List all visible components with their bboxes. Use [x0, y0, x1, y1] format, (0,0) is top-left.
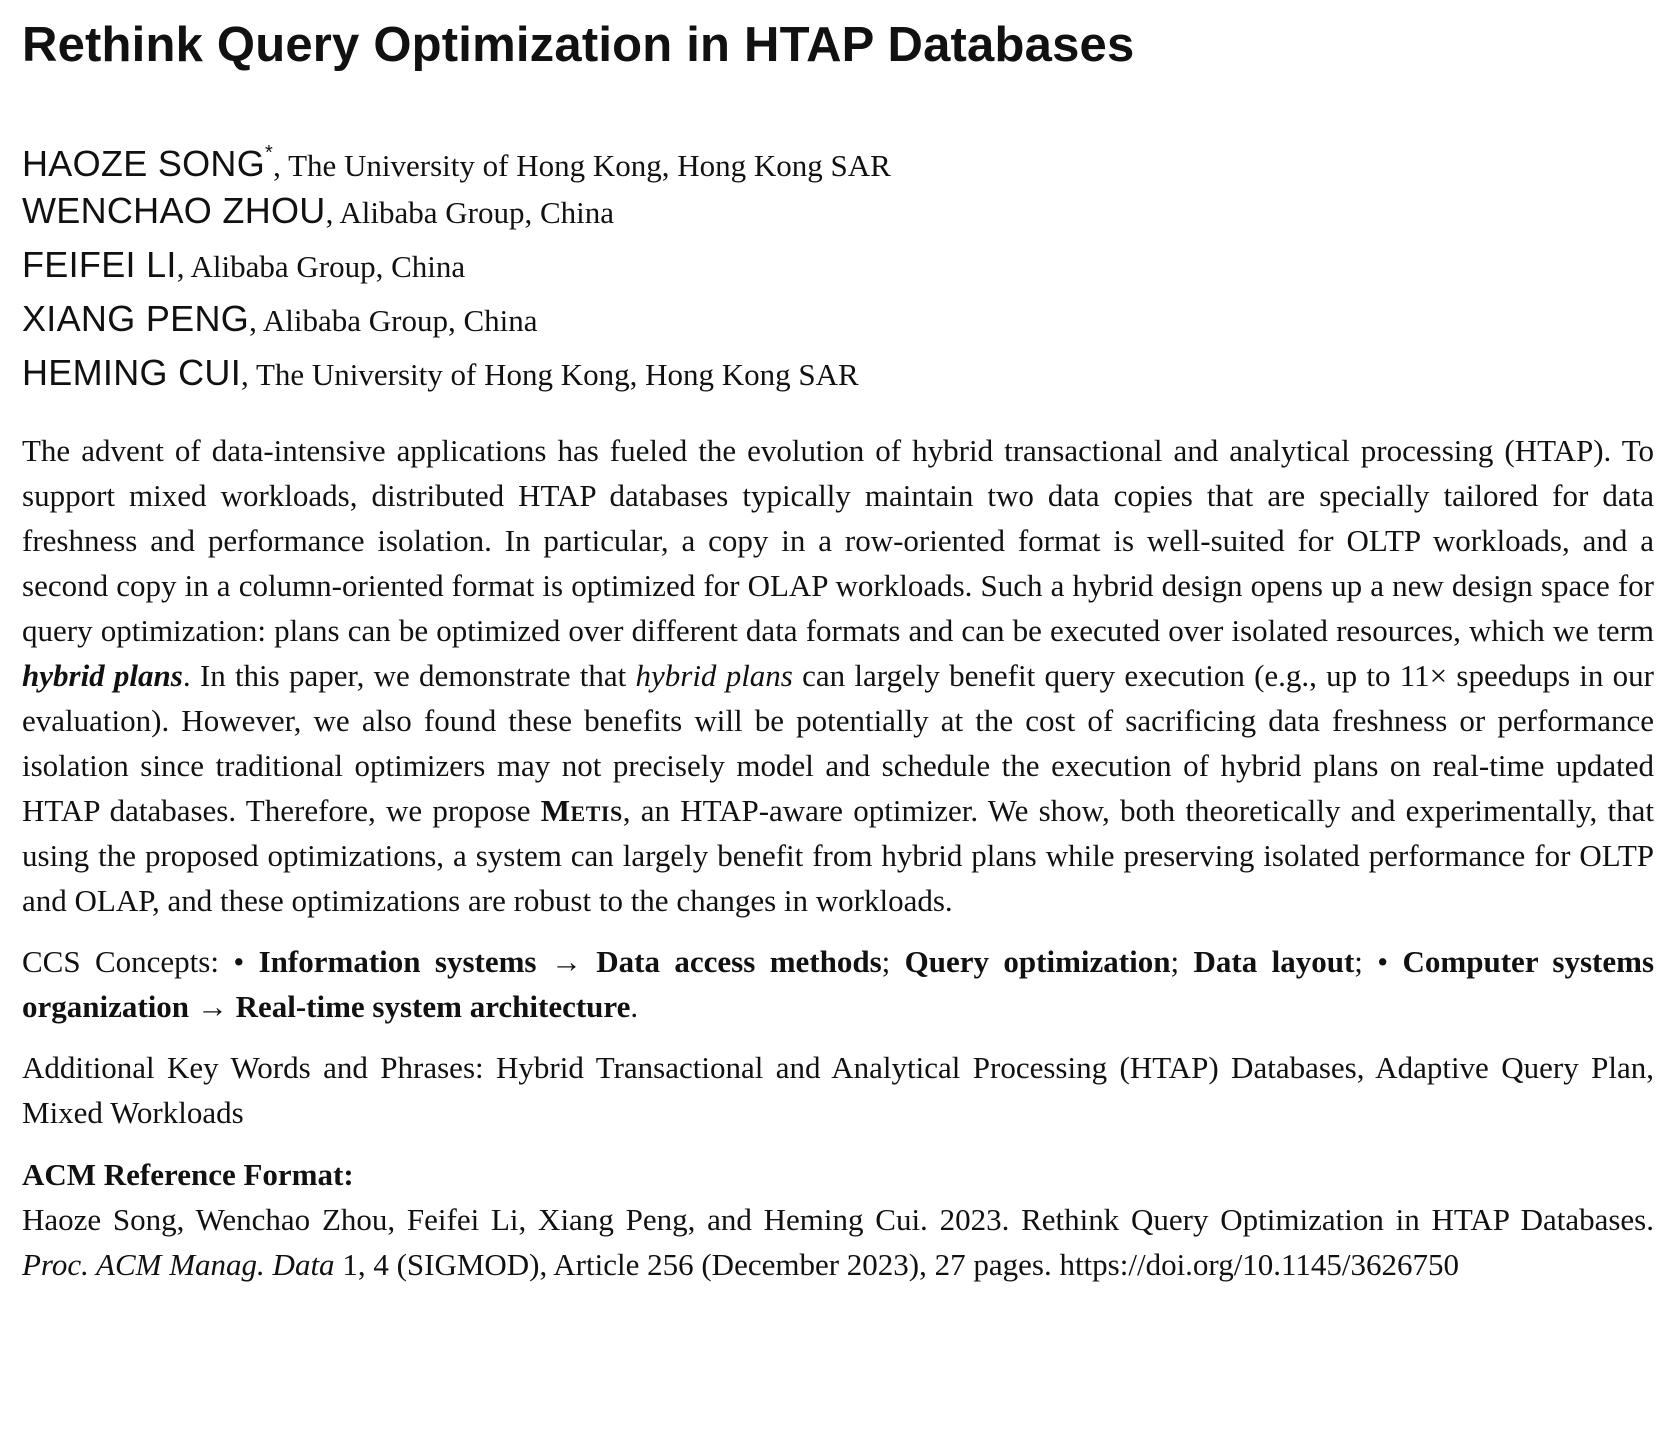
author-name: XIANG PENG — [22, 298, 250, 339]
author-affiliation: , Alibaba Group, China — [325, 195, 615, 230]
ccs-concept: Information systems — [258, 944, 537, 979]
acm-reference — [22, 1197, 1654, 1287]
author-name: FEIFEI LI — [22, 244, 177, 285]
ccs-concept: Data layout — [1193, 944, 1355, 979]
acm-reference-venue: Proc. ACM Manag. Data — [22, 1247, 335, 1282]
author-entry — [22, 238, 1654, 292]
author-affiliation: , Alibaba Group, China — [176, 249, 466, 284]
author-entry — [22, 292, 1654, 346]
author-affiliation: , The University of Hong Kong, Hong Kong SAR — [241, 357, 859, 392]
ccs-concepts — [22, 939, 1654, 1029]
abstract-term-italic: hybrid plans — [635, 658, 793, 693]
author-entry — [22, 130, 1654, 184]
author-list — [22, 130, 1654, 400]
acm-reference-heading: ACM Reference Format: — [22, 1157, 354, 1192]
author-entry — [22, 184, 1654, 238]
ccs-end: . — [630, 989, 639, 1024]
ccs-arrow: → — [189, 989, 236, 1024]
ccs-arrow: → — [536, 944, 597, 979]
ccs-label: CCS Concepts: • — [22, 944, 259, 979]
abstract-text: can largely benefit query execution (e.g., up to 11× speedups in our evaluation). However, we also found these benefits will be potentially at the cost of sacrificing data freshness or performance isolation since traditional optimizers may not precisely model and schedule the execution of hybrid plans on real-time updated HTAP databases. Therefore, we propose — [22, 658, 1654, 828]
abstract-text: . In this paper, we demonstrate that — [182, 658, 636, 693]
ccs-separator: ; — [1170, 944, 1194, 979]
abstract-term-emphasis: hybrid plans — [22, 658, 183, 693]
author-name-text: HAOZE SONG — [22, 143, 266, 184]
acm-reference-text: 1, 4 (SIGMOD), Article 256 (December 2023), 27 pages. https://doi.org/10.1145/3626750 — [334, 1247, 1460, 1282]
author-name — [22, 143, 273, 184]
acm-reference-text: Haoze Song, Wenchao Zhou, Feifei Li, Xiang Peng, and Heming Cui. 2023. Rethink Query Optimization in HTAP Databases. — [22, 1202, 1654, 1237]
ccs-separator: ; • — [1354, 944, 1403, 979]
ccs-concept: Real-time system architecture — [235, 989, 631, 1024]
keywords: Additional Key Words and Phrases: Hybrid Transactional and Analytical Processing (HTAP) Databases, Adaptive Query Plan, Mixed Workloads — [22, 1050, 1654, 1130]
ccs-concept: Query optimization — [904, 944, 1171, 979]
abstract-text: The advent of data-intensive applications has fueled the evolution of hybrid transactional and analytical processing (HTAP). To support mixed workloads, distributed HTAP databases typically maintain two data copies that are specially tailored for data freshness and performance isolation. In particular, a copy in a row-oriented format is well-suited for OLTP workloads, and a second copy in a column-oriented format is optimized for OLAP workloads. Such a hybrid design opens up a new design space for query optimization: plans can be optimized over different data formats and can be executed over isolated resources, which we term — [22, 433, 1654, 648]
author-footnote-mark: * — [265, 142, 274, 164]
ccs-concept: Computer systems organization — [22, 944, 1655, 1024]
author-affiliation: , The University of Hong Kong, Hong Kong SAR — [273, 148, 891, 183]
author-name: HEMING CUI — [22, 352, 241, 393]
author-entry — [22, 346, 1654, 400]
system-name: Metis — [540, 793, 623, 828]
ccs-concept: Data access methods — [596, 944, 882, 979]
author-affiliation: , Alibaba Group, China — [249, 303, 538, 338]
ccs-separator: ; — [881, 944, 905, 979]
abstract-text: , an HTAP-aware optimizer. We show, both theoretically and experimentally, that using the proposed optimizations, a system can largely benefit from hybrid plans while preserving isolated performance for OLTP and OLAP, and these optimizations are robust to the changes in workloads. — [22, 793, 1654, 918]
abstract — [22, 428, 1654, 923]
paper-title: Rethink Query Optimization in HTAP Databases — [22, 18, 1135, 72]
author-name: WENCHAO ZHOU — [22, 190, 326, 231]
